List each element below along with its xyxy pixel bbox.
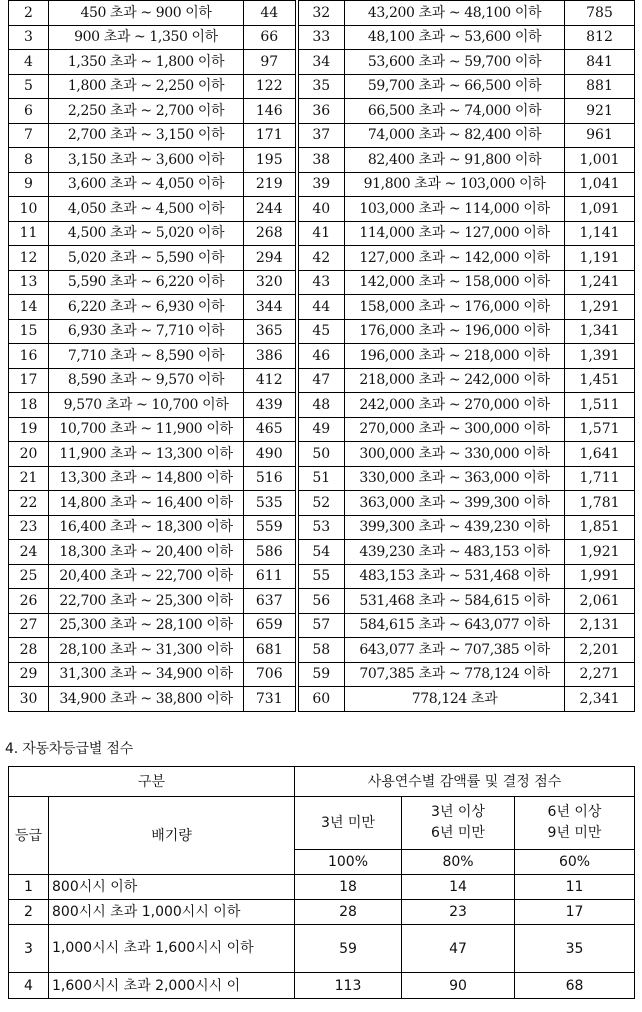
score-right: 2,341 (565, 687, 635, 712)
grade-right: 46 (297, 344, 345, 369)
header-3-to-6-line1: 3년 이상 (431, 804, 485, 820)
bracket-row (9, 344, 635, 369)
range-right: 127,000 초과 ~ 142,000 이하 (345, 246, 565, 271)
range-right: 242,000 초과 ~ 270,000 이하 (345, 393, 565, 418)
grade-right: 36 (297, 99, 345, 124)
bracket-row (9, 393, 635, 418)
range-right: 53,600 초과 ~ 59,700 이하 (345, 50, 565, 75)
grade-left: 25 (9, 564, 49, 589)
range-right: 778,124 초과 (345, 687, 565, 712)
grade-right: 38 (297, 148, 345, 173)
score-left: 559 (244, 515, 297, 540)
score-right: 1,391 (565, 344, 635, 369)
grade-score-6-to-9: 11 (515, 875, 635, 900)
range-right: 74,000 초과 ~ 82,400 이하 (345, 123, 565, 148)
grade-number: 4 (9, 973, 49, 999)
bracket-row (9, 417, 635, 442)
bracket-row (9, 74, 635, 99)
score-left: 412 (244, 368, 297, 393)
bracket-row (9, 197, 635, 222)
grade-right: 44 (297, 295, 345, 320)
bracket-row (9, 687, 635, 712)
score-bracket-body (9, 1, 635, 712)
range-left: 9,570 초과 ~ 10,700 이하 (49, 393, 244, 418)
grade-score-6-to-9: 68 (515, 973, 635, 999)
bracket-row (9, 99, 635, 124)
header-6-to-9-line2: 9년 미만 (547, 825, 602, 841)
header-3-to-6-line2: 6년 미만 (431, 825, 485, 841)
range-left: 22,700 초과 ~ 25,300 이하 (49, 589, 244, 614)
grade-score-3-to-6: 23 (402, 900, 515, 925)
range-right: 158,000 초과 ~ 176,000 이하 (345, 295, 565, 320)
grade-left: 11 (9, 221, 49, 246)
range-left: 11,900 초과 ~ 13,300 이하 (49, 442, 244, 467)
grade-number: 3 (9, 925, 49, 973)
score-right: 812 (565, 25, 635, 50)
score-left: 439 (244, 393, 297, 418)
grade-score-3-to-6: 90 (402, 973, 515, 999)
range-left: 13,300 초과 ~ 14,800 이하 (49, 466, 244, 491)
score-right: 1,191 (565, 246, 635, 271)
range-right: 439,230 초과 ~ 483,153 이하 (345, 540, 565, 565)
range-left: 3,150 초과 ~ 3,600 이하 (49, 148, 244, 173)
score-right: 1,141 (565, 221, 635, 246)
score-right: 841 (565, 50, 635, 75)
grade-score-3-to-6: 47 (402, 925, 515, 973)
rate-3-to-6-years: 80% (402, 850, 515, 875)
bracket-row (9, 148, 635, 173)
range-left: 1,350 초과 ~ 1,800 이하 (49, 50, 244, 75)
header-under-3-years: 3년 미만 (295, 797, 402, 850)
grade-left: 12 (9, 246, 49, 271)
grade-left: 17 (9, 368, 49, 393)
grade-right: 47 (297, 368, 345, 393)
score-right: 1,921 (565, 540, 635, 565)
score-right: 2,201 (565, 638, 635, 663)
range-right: 82,400 초과 ~ 91,800 이하 (345, 148, 565, 173)
grade-left: 29 (9, 662, 49, 687)
header-3-to-6-years (402, 797, 515, 850)
score-left: 535 (244, 491, 297, 516)
grade-left: 19 (9, 417, 49, 442)
grade-right: 34 (297, 50, 345, 75)
range-left: 20,400 초과 ~ 22,700 이하 (49, 564, 244, 589)
score-right: 1,341 (565, 319, 635, 344)
grade-number: 1 (9, 875, 49, 900)
grade-left: 15 (9, 319, 49, 344)
score-left: 171 (244, 123, 297, 148)
score-left: 344 (244, 295, 297, 320)
bracket-row (9, 466, 635, 491)
score-right: 1,291 (565, 295, 635, 320)
car-grade-score-table (8, 766, 635, 999)
range-right: 483,153 초과 ~ 531,468 이하 (345, 564, 565, 589)
score-right: 2,271 (565, 662, 635, 687)
grade-left: 13 (9, 270, 49, 295)
grade-left: 23 (9, 515, 49, 540)
score-left: 294 (244, 246, 297, 271)
grade-right: 51 (297, 466, 345, 491)
grade-score-under-3: 113 (295, 973, 402, 999)
grade-score-6-to-9: 35 (515, 925, 635, 973)
range-left: 14,800 초과 ~ 16,400 이하 (49, 491, 244, 516)
range-right: 176,000 초과 ~ 196,000 이하 (345, 319, 565, 344)
grade-right: 37 (297, 123, 345, 148)
grade-right: 60 (297, 687, 345, 712)
bracket-row (9, 25, 635, 50)
range-right: 584,615 초과 ~ 643,077 이하 (345, 613, 565, 638)
grade-right: 42 (297, 246, 345, 271)
grade-right: 32 (297, 1, 345, 26)
range-left: 4,050 초과 ~ 4,500 이하 (49, 197, 244, 222)
range-left: 2,250 초과 ~ 2,700 이하 (49, 99, 244, 124)
score-right: 881 (565, 74, 635, 99)
grade-right: 55 (297, 564, 345, 589)
score-right: 961 (565, 123, 635, 148)
score-left: 516 (244, 466, 297, 491)
section-title: 4. 자동차등급별 점수 (5, 741, 134, 757)
range-right: 114,000 초과 ~ 127,000 이하 (345, 221, 565, 246)
grade-right: 43 (297, 270, 345, 295)
grade-score-under-3: 28 (295, 900, 402, 925)
bracket-row (9, 50, 635, 75)
range-right: 48,100 초과 ~ 53,600 이하 (345, 25, 565, 50)
grade-left: 18 (9, 393, 49, 418)
grade-left: 10 (9, 197, 49, 222)
range-left: 34,900 초과 ~ 38,800 이하 (49, 687, 244, 712)
range-left: 10,700 초과 ~ 11,900 이하 (49, 417, 244, 442)
score-left: 219 (244, 172, 297, 197)
rate-under-3-years: 100% (295, 850, 402, 875)
bracket-row (9, 589, 635, 614)
header-6-to-9-years (515, 797, 635, 850)
range-left: 5,020 초과 ~ 5,590 이하 (49, 246, 244, 271)
score-right: 1,001 (565, 148, 635, 173)
grade-right: 50 (297, 442, 345, 467)
range-left: 1,800 초과 ~ 2,250 이하 (49, 74, 244, 99)
range-right: 531,468 초과 ~ 584,615 이하 (345, 589, 565, 614)
header-depreciation-group: 사용연수별 감액률 및 결정 점수 (295, 767, 635, 797)
range-left: 6,220 초과 ~ 6,930 이하 (49, 295, 244, 320)
grade-right: 40 (297, 197, 345, 222)
score-right: 1,991 (565, 564, 635, 589)
range-left: 16,400 초과 ~ 18,300 이하 (49, 515, 244, 540)
score-right: 785 (565, 1, 635, 26)
grade-right: 35 (297, 74, 345, 99)
range-right: 59,700 초과 ~ 66,500 이하 (345, 74, 565, 99)
grade-row (9, 900, 635, 925)
range-right: 142,000 초과 ~ 158,000 이하 (345, 270, 565, 295)
header-grade: 등급 (9, 797, 49, 875)
grade-displacement: 800시시 이하 (49, 875, 295, 900)
score-left: 146 (244, 99, 297, 124)
bracket-row (9, 295, 635, 320)
grade-right: 39 (297, 172, 345, 197)
score-left: 681 (244, 638, 297, 663)
range-right: 300,000 초과 ~ 330,000 이하 (345, 442, 565, 467)
score-right: 1,451 (565, 368, 635, 393)
grade-left: 7 (9, 123, 49, 148)
score-left: 465 (244, 417, 297, 442)
bracket-row (9, 1, 635, 26)
bracket-row (9, 638, 635, 663)
grade-right: 49 (297, 417, 345, 442)
bracket-row (9, 491, 635, 516)
score-right: 1,711 (565, 466, 635, 491)
range-right: 399,300 초과 ~ 439,230 이하 (345, 515, 565, 540)
grade-row (9, 925, 635, 973)
score-left: 706 (244, 662, 297, 687)
score-left: 490 (244, 442, 297, 467)
bracket-row (9, 540, 635, 565)
score-right: 1,091 (565, 197, 635, 222)
header-displacement: 배기량 (49, 797, 295, 875)
range-right: 707,385 초과 ~ 778,124 이하 (345, 662, 565, 687)
grade-left: 8 (9, 148, 49, 173)
bracket-row (9, 246, 635, 271)
range-right: 43,200 초과 ~ 48,100 이하 (345, 1, 565, 26)
grade-right: 41 (297, 221, 345, 246)
score-left: 195 (244, 148, 297, 173)
grade-displacement: 800시시 초과 1,000시시 이하 (49, 900, 295, 925)
range-left: 25,300 초과 ~ 28,100 이하 (49, 613, 244, 638)
range-right: 91,800 초과 ~ 103,000 이하 (345, 172, 565, 197)
range-left: 28,100 초과 ~ 31,300 이하 (49, 638, 244, 663)
grade-left: 4 (9, 50, 49, 75)
score-left: 97 (244, 50, 297, 75)
grade-left: 2 (9, 1, 49, 26)
bracket-row (9, 515, 635, 540)
grade-left: 20 (9, 442, 49, 467)
score-right: 1,041 (565, 172, 635, 197)
score-left: 659 (244, 613, 297, 638)
grade-score-under-3: 18 (295, 875, 402, 900)
score-left: 66 (244, 25, 297, 50)
range-right: 218,000 초과 ~ 242,000 이하 (345, 368, 565, 393)
range-left: 5,590 초과 ~ 6,220 이하 (49, 270, 244, 295)
grade-left: 26 (9, 589, 49, 614)
score-left: 586 (244, 540, 297, 565)
grade-right: 58 (297, 638, 345, 663)
range-right: 330,000 초과 ~ 363,000 이하 (345, 466, 565, 491)
grade-score-3-to-6: 14 (402, 875, 515, 900)
score-right: 1,511 (565, 393, 635, 418)
grade-left: 3 (9, 25, 49, 50)
score-left: 122 (244, 74, 297, 99)
score-left: 44 (244, 1, 297, 26)
score-left: 611 (244, 564, 297, 589)
range-right: 363,000 초과 ~ 399,300 이하 (345, 491, 565, 516)
score-right: 921 (565, 99, 635, 124)
grade-score-under-3: 59 (295, 925, 402, 973)
grade-left: 6 (9, 99, 49, 124)
score-left: 244 (244, 197, 297, 222)
grade-left: 28 (9, 638, 49, 663)
grade-left: 5 (9, 74, 49, 99)
score-left: 637 (244, 589, 297, 614)
score-right: 1,781 (565, 491, 635, 516)
grade-right: 33 (297, 25, 345, 50)
grade-right: 53 (297, 515, 345, 540)
range-left: 31,300 초과 ~ 34,900 이하 (49, 662, 244, 687)
header-category: 구분 (9, 767, 295, 797)
score-left: 731 (244, 687, 297, 712)
grade-score-6-to-9: 17 (515, 900, 635, 925)
score-right: 1,571 (565, 417, 635, 442)
range-left: 450 초과 ~ 900 이하 (49, 1, 244, 26)
header-6-to-9-line1: 6년 이상 (547, 804, 602, 820)
bracket-row (9, 613, 635, 638)
grade-right: 56 (297, 589, 345, 614)
bracket-row (9, 442, 635, 467)
grade-left: 24 (9, 540, 49, 565)
bracket-row (9, 221, 635, 246)
grade-left: 16 (9, 344, 49, 369)
range-left: 8,590 초과 ~ 9,570 이하 (49, 368, 244, 393)
grade-number: 2 (9, 900, 49, 925)
range-left: 4,500 초과 ~ 5,020 이하 (49, 221, 244, 246)
score-right: 2,131 (565, 613, 635, 638)
grade-right: 48 (297, 393, 345, 418)
range-left: 2,700 초과 ~ 3,150 이하 (49, 123, 244, 148)
grade-right: 59 (297, 662, 345, 687)
score-right: 1,851 (565, 515, 635, 540)
rate-6-to-9-years: 60% (515, 850, 635, 875)
grade-left: 9 (9, 172, 49, 197)
range-left: 7,710 초과 ~ 8,590 이하 (49, 344, 244, 369)
grade-displacement: 1,600시시 초과 2,000시시 이 (49, 973, 295, 999)
grade-right: 52 (297, 491, 345, 516)
range-left: 18,300 초과 ~ 20,400 이하 (49, 540, 244, 565)
grade-row (9, 973, 635, 999)
range-right: 270,000 초과 ~ 300,000 이하 (345, 417, 565, 442)
score-right: 2,061 (565, 589, 635, 614)
score-left: 268 (244, 221, 297, 246)
bracket-row (9, 368, 635, 393)
range-left: 3,600 초과 ~ 4,050 이하 (49, 172, 244, 197)
bracket-row (9, 123, 635, 148)
score-right: 1,241 (565, 270, 635, 295)
score-bracket-table (8, 0, 635, 712)
grade-row (9, 875, 635, 900)
bracket-row (9, 270, 635, 295)
score-left: 320 (244, 270, 297, 295)
range-left: 900 초과 ~ 1,350 이하 (49, 25, 244, 50)
grade-right: 45 (297, 319, 345, 344)
grade-left: 22 (9, 491, 49, 516)
range-left: 6,930 초과 ~ 7,710 이하 (49, 319, 244, 344)
grade-left: 21 (9, 466, 49, 491)
bracket-row (9, 172, 635, 197)
bracket-row (9, 662, 635, 687)
grade-displacement: 1,000시시 초과 1,600시시 이하 (49, 925, 295, 973)
grade-right: 57 (297, 613, 345, 638)
bracket-row (9, 319, 635, 344)
bracket-row (9, 564, 635, 589)
range-right: 643,077 초과 ~ 707,385 이하 (345, 638, 565, 663)
score-right: 1,641 (565, 442, 635, 467)
grade-right: 54 (297, 540, 345, 565)
range-right: 196,000 초과 ~ 218,000 이하 (345, 344, 565, 369)
grade-left: 27 (9, 613, 49, 638)
score-left: 365 (244, 319, 297, 344)
grade-left: 30 (9, 687, 49, 712)
score-left: 386 (244, 344, 297, 369)
range-right: 103,000 초과 ~ 114,000 이하 (345, 197, 565, 222)
grade-left: 14 (9, 295, 49, 320)
range-right: 66,500 초과 ~ 74,000 이하 (345, 99, 565, 124)
